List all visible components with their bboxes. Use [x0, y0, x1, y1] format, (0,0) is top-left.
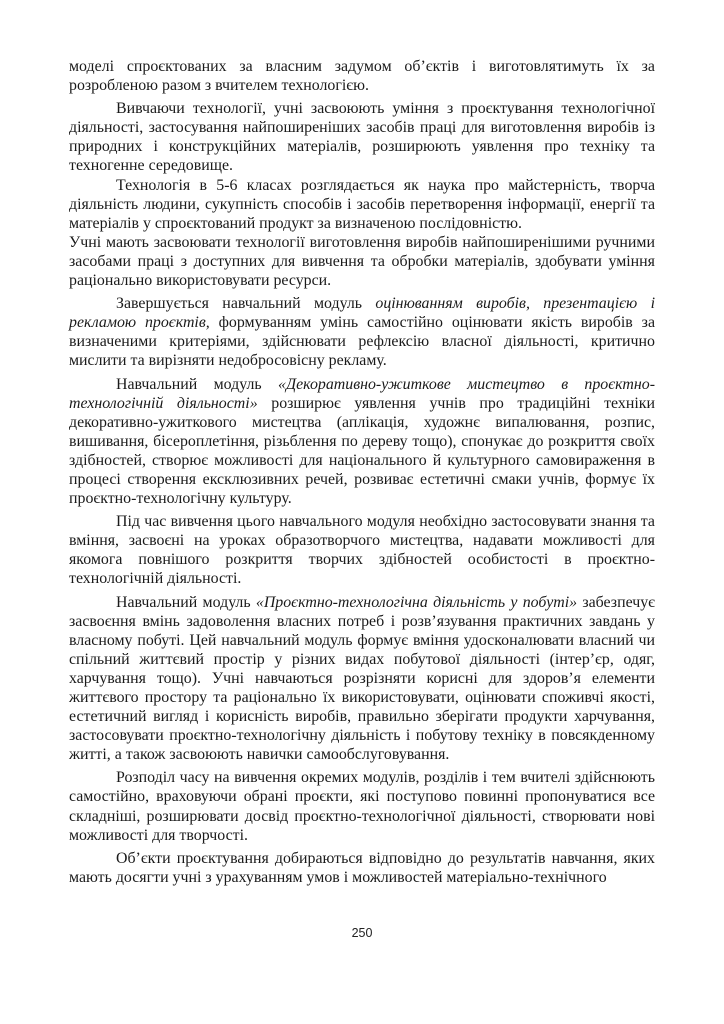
paragraph-6: [69, 375, 655, 509]
paragraph-10: Об’єкти проєктування добираються відповідно до результатів навчання, яких мають досягти учні з урахуванням умов і можливостей матеріально-технічного: [69, 849, 655, 886]
paragraph-2: Вивчаючи технології, учні засвоюють уміння з проєктування технологічної діяльності, застосування найпоширеніших засобів праці для виготовлення виробів із природних і конструкційних матеріалів, розширюють уявлення про техніку та техногенне середовище.: [69, 100, 655, 175]
paragraph-1: моделі спроєктованих за власним задумом об’єктів і виготовлятимуть їх за розробленою разом з вчителем технологією.: [69, 58, 655, 95]
paragraph-8-lead: Навчальний модуль: [116, 593, 256, 611]
page-number: 250: [351, 926, 373, 940]
paragraph-7: Під час вивчення цього навчального модуля необхідно застосовувати знання та вміння, засвоєні на уроках образотворчого мистецтва, надавати можливості для якомога повнішого розкриття творчих здібностей особистості в проєктно-технологічній діяльності.: [69, 513, 655, 588]
paragraph-4: Учні мають засвоювати технології виготовлення виробів найпоширенішими ручними засобами праці з доступних для вивчення та обробки матеріалів, здобувати уміння раціонально використовувати ресурси.: [69, 233, 655, 290]
paragraph-9: Розподіл часу на вивчення окремих модулів, розділів і тем вчителі здійснюють самостійно, враховуючи обрані проєкти, які поступово повинні пропонуватися все складніші, розширювати досвід проєктно-технологічної діяльності, створювати нові можливості для творчості.: [69, 769, 655, 844]
paragraph-5-emphasis: оцінюванням виробів, презентацією і рекламою проєктів,: [69, 295, 655, 332]
paragraph-5-lead: Завершується навчальний модуль: [116, 295, 376, 313]
paragraph-5-tail: формуванням умінь самостійно оцінювати якість виробів за визначеними критеріями, здійснювати рефлексію власної діяльності, критично мислити та вирізняти недобросовісну рекламу.: [69, 314, 655, 370]
paragraph-6-tail: розширює уявлення учнів про традиційні техніки декоративно-ужиткового мистецтва (аплікація, художнє випалювання, розпис, вишивання, бісероплетіння, різьблення по дереву тощо), спонукає до розкриття своїх здібностей, створює можливості для національного й культурного самовираження в процесі створення ексклюзивних речей, розвиває естетичні смаки учнів, формує їх проєктно-технологічну культуру.: [69, 394, 655, 508]
page-body: [69, 57, 655, 887]
paragraph-8-emphasis: «Проєктно-технологічна діяльність у побуті»: [255, 593, 578, 611]
paragraph-3: Технологія в 5-6 класах розглядається як наука про майстерність, творча діяльність людини, сукупність способів і засобів перетворення інформації, енергії та матеріалів у спроєктований продукт за визначеною послідовністю.: [69, 176, 655, 232]
paragraph-8-tail: забезпечує засвоєння вмінь задоволення власних потреб і розв’язування практичних завдань у власному побуті. Цей навчальний модуль формує вміння удосконалювати власний чи спільний життєвий простір у різних видах побутової діяльності (інтер’єр, одяг, харчування тощо). Учні навчаються розрізняти корисні для здоров’я елементи життєвого простору та раціонально їх використовувати, оцінювати споживчі якості, естетичний вигляд і корисність виробів, правильно зберігати продукти харчування, застосовувати проєктно-технологічну діяльність і побутову техніку в повсякденному житті, а також засвоюють навички самообслуговування.: [69, 593, 656, 764]
paragraph-5: [69, 294, 655, 370]
paragraph-6-emphasis: «Декоративно-ужиткове мистецтво в проєктно-технологічній діяльності»: [69, 375, 656, 412]
paragraph-6-lead: Навчальний модуль: [116, 375, 279, 393]
paragraph-8: [69, 593, 655, 765]
